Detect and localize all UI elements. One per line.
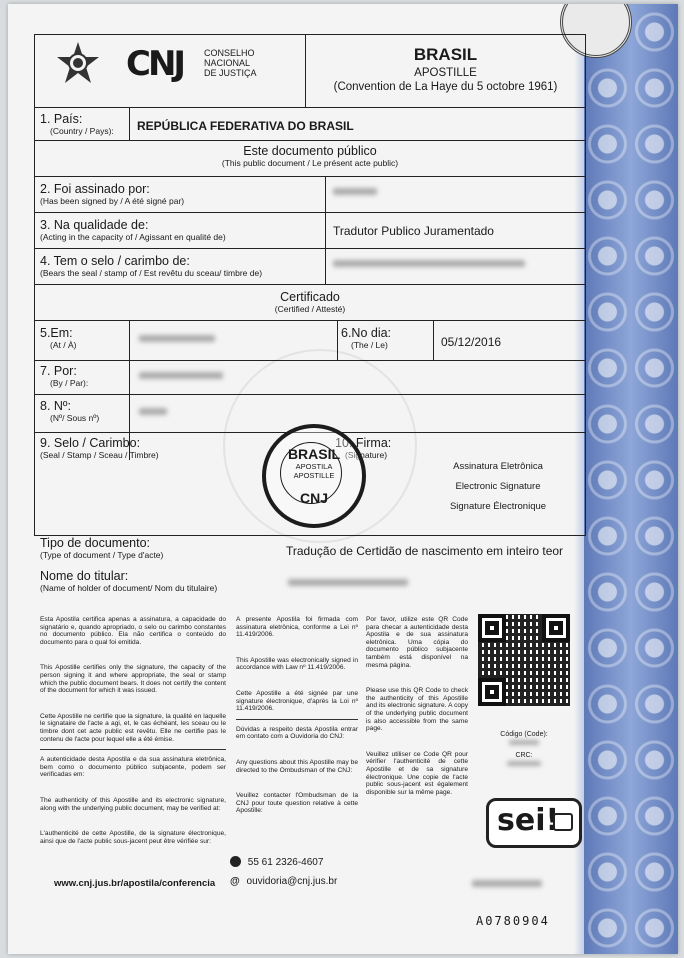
sei-text: sei! <box>497 803 560 838</box>
seal-line: APOSTILA <box>295 462 333 471</box>
public-document-subtitle: (This public document / Le présent acte public) <box>221 158 399 168</box>
info-column-1 <box>40 616 226 845</box>
info-paragraph: A presente Apostila foi firmada com assinatura eletrônica, conforme a Lei nº 11.419/2006. <box>236 616 358 639</box>
phone-icon <box>230 856 241 867</box>
apostille-document <box>8 4 678 954</box>
info-paragraph: This Apostille was electronically signed in accordance with Law nº 11.419/2006. <box>236 656 358 672</box>
country-label-block <box>40 113 114 136</box>
verification-url[interactable]: www.cnj.jus.br/apostila/conferencia <box>54 878 216 889</box>
signed-by-value-redacted <box>333 188 377 195</box>
institution-line: NACIONAL <box>204 58 251 68</box>
signature-label: 10. Firma: <box>335 436 392 450</box>
info-column-3 <box>366 616 468 796</box>
info-paragraph: Cette Apostille ne certifie que la signature, la qualité en laquelle le signataire de l'acte a agi, et, le cas échéant, les sceau ou le timbre dont cet acte public est revêtu. Elle ne certifie pas le contenu de l'acte pour lequel elle a été émise. <box>40 712 226 743</box>
info-paragraph: The authenticity of this Apostille and its electronic signature, along with the underlying public document, may be verified at: <box>40 796 226 812</box>
number-value-redacted <box>139 408 167 415</box>
code-label: Código (Code): <box>500 731 548 738</box>
lock-icon <box>553 813 573 831</box>
footer-id-redacted <box>472 880 542 887</box>
place-sublabel: (At / À) <box>50 340 77 350</box>
at-icon: @ <box>230 876 240 887</box>
seal-title: BRASIL <box>287 446 341 462</box>
info-paragraph: Any questions about this Apostille may be directed to the Ombudsman of the CNJ: <box>236 758 358 774</box>
capacity-label: 3. Na qualidade de: <box>40 218 149 232</box>
number-sublabel: (Nº/ Sous nº) <box>50 413 100 423</box>
country-sublabel: (Country / Pays): <box>50 126 114 136</box>
phone-number: 55 61 2326-4607 <box>247 857 324 868</box>
stamp-label: 9. Selo / Carimbo: <box>40 436 141 450</box>
document-type-label: Tipo de documento: <box>40 536 151 550</box>
institution-line: DE JUSTIÇA <box>204 68 257 78</box>
holder-label: Nome do titular: <box>40 569 129 583</box>
info-paragraph: Veuillez contacter l'Ombudsman de la CNJ pour toute question relative à cette Apostille: <box>236 792 358 815</box>
signed-by-label-block <box>40 183 184 206</box>
certified-title: Certificado <box>280 290 340 304</box>
email-address[interactable]: ouvidoria@cnj.jus.br <box>246 876 338 887</box>
serial-number: A0780904 <box>476 914 550 928</box>
sei-logo <box>486 798 582 848</box>
by-value-redacted <box>139 372 223 379</box>
info-paragraph: Please use this QR Code to check the authenticity of this Apostille and its electronic signature. A copy of the underlying public document is also accessible from the same page. <box>366 687 468 733</box>
date-sublabel: (The / Le) <box>351 340 388 350</box>
seal-of-label-block <box>40 255 262 278</box>
number-label-block <box>40 400 99 423</box>
country-title: BRASIL <box>413 45 478 64</box>
seal-brand: CNJ <box>299 490 328 506</box>
phone-contact <box>230 856 323 868</box>
info-paragraph: Por favor, utilize este QR Code para checar a autenticidade desta Apostila e de sua assinatura eletrônica. Uma cópia do documento público subjacente também está disponível na mesma página. <box>366 616 468 669</box>
place-value-redacted <box>139 335 215 342</box>
country-label: 1. País: <box>40 112 83 126</box>
qr-code-icon[interactable] <box>478 614 570 706</box>
document-type-value: Tradução de Certidão de nascimento em inteiro teor <box>286 544 564 558</box>
document-type-label-block <box>40 537 163 560</box>
date-label-block <box>341 327 391 350</box>
country-value: REPÚBLICA FEDERATIVA DO BRASIL <box>137 119 354 133</box>
info-paragraph: A autenticidade desta Apostila e da sua assinatura eletrônica, bem como o documento público subjacente, podem ser verificadas em: <box>40 756 226 779</box>
place-label: 5.Em: <box>40 326 73 340</box>
place-label-block <box>40 327 76 350</box>
seal-text <box>266 446 362 506</box>
seal-line: APOSTILLE <box>293 471 335 480</box>
crc-value-redacted <box>507 761 541 766</box>
signature-line: Signature Électronique <box>449 501 547 512</box>
holder-label-block <box>40 570 217 593</box>
document-type-sublabel: (Type of document / Type d'acte) <box>40 550 164 560</box>
public-document-title: Este documento público <box>243 144 377 158</box>
signed-by-sublabel: (Has been signed by / A été signé par) <box>40 196 185 206</box>
convention-text: (Convention de La Haye du 5 octobre 1961) <box>333 81 558 93</box>
capacity-value: Tradutor Publico Juramentado <box>333 224 494 238</box>
date-value: 05/12/2016 <box>441 335 502 349</box>
info-paragraph: Dúvidas a respeito desta Apostila entrar em contato com a Ouvidoria do CNJ: <box>236 725 358 741</box>
capacity-sublabel: (Acting in the capacity of / Agissant en qualité de) <box>40 232 226 242</box>
certified-heading <box>35 291 585 314</box>
number-label: 8. Nº: <box>40 399 71 413</box>
code-block <box>478 730 570 769</box>
cnj-seal-icon <box>262 424 366 528</box>
email-contact[interactable] <box>230 876 337 887</box>
info-paragraph: Veuillez utiliser ce Code QR pour vérifier l'authenticité de cette Apostille et de sa signature électronique. Une copie de l'acte public sous-jacent est également disponible sur la même page. <box>366 750 468 796</box>
signed-by-label: 2. Foi assinado por: <box>40 182 150 196</box>
signature-sublabel: (Signature) <box>345 450 388 460</box>
stamp-label-block <box>40 437 159 460</box>
capacity-label-block <box>40 219 226 242</box>
seal-of-sublabel: (Bears the seal / stamp of / Est revêtu du sceau/ timbre de) <box>40 268 263 278</box>
info-paragraph: L'authenticité de cette Apostille, de la signature électronique, ainsi que de l'acte public sous-jacent peut être vérifiée sur: <box>40 830 226 845</box>
seal-of-value-redacted <box>333 260 525 267</box>
date-label: 6.No dia: <box>341 326 392 340</box>
by-label: 7. Por: <box>40 364 77 378</box>
holder-sublabel: (Name of holder of document/ Nom du titulaire) <box>40 583 218 593</box>
doc-type: APOSTILLE <box>414 67 477 79</box>
info-paragraph: Esta Apostila certifica apenas a assinatura, a capacidade do signatário e, quando apropriado, o selo ou carimbo constantes no documento público. Ela não certifica o conteúdo do documento para o qual foi emitida. <box>40 616 226 646</box>
seal-of-label: 4. Tem o selo / carimbo de: <box>40 254 190 268</box>
cnj-logo: CNJ <box>126 44 184 84</box>
certified-subtitle: (Certified / Attesté) <box>274 304 346 314</box>
signature-line: Assinatura Eletrônica <box>453 461 543 472</box>
signature-line: Electronic Signature <box>455 481 541 492</box>
crc-label: CRC: <box>515 752 533 759</box>
by-label-block <box>40 365 88 388</box>
security-strip <box>584 4 678 954</box>
institution-line: CONSELHO <box>204 48 255 58</box>
info-paragraph: Cette Apostille a été signée par une signature électronique, d'après la Loi nº 11.419/2006. <box>236 689 358 713</box>
info-paragraph: This Apostille certifies only the signature, the capacity of the person signing it and where appropriate, the seal or stamp which the public document bears. It does not certify the content of the document for which it was issued. <box>40 664 226 695</box>
info-column-2 <box>236 616 358 815</box>
holder-value-redacted <box>288 579 408 586</box>
public-document-heading <box>35 145 585 168</box>
by-sublabel: (By / Par): <box>50 378 89 388</box>
stamp-sublabel: (Seal / Stamp / Sceau / Timbre) <box>40 450 159 460</box>
code-value-redacted <box>509 740 539 745</box>
electronic-signature-block <box>433 457 563 517</box>
